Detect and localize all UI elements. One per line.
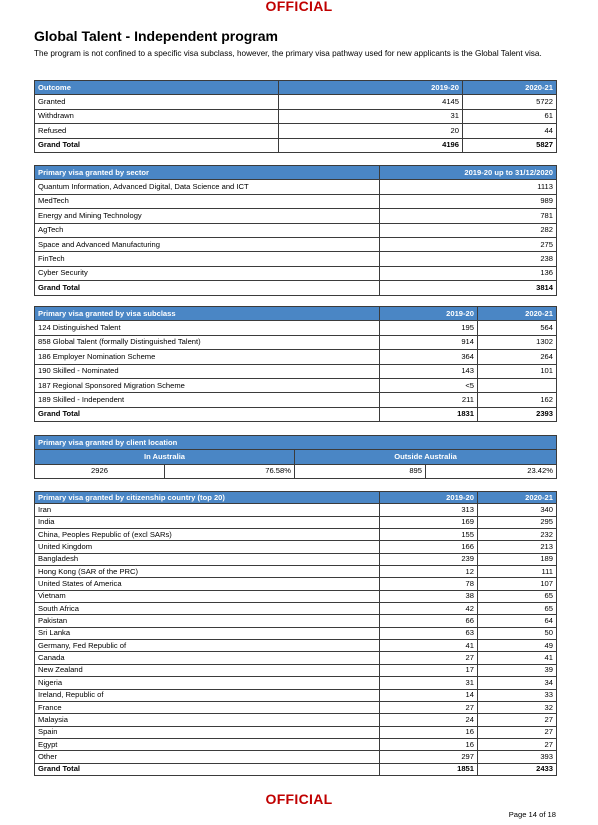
table-row — [35, 627, 557, 639]
row-label-cell: 190 Skilled - Nominated — [35, 364, 380, 378]
column-header: Outcome — [35, 81, 279, 95]
value-cell: 5722 — [463, 95, 557, 109]
value-cell: 12 — [380, 566, 478, 578]
value-cell: 213 — [478, 541, 557, 553]
row-label-cell: Iran — [35, 504, 380, 516]
table-row — [35, 763, 557, 775]
row-label-cell: New Zealand — [35, 664, 380, 676]
table-row — [35, 95, 557, 109]
row-label-cell: Cyber Security — [35, 266, 380, 280]
row-label-cell: Other — [35, 751, 380, 763]
value-cell: 27 — [478, 738, 557, 750]
value-cell: 295 — [478, 516, 557, 528]
row-label-cell: 858 Global Talent (formally Distinguished Talent) — [35, 335, 380, 349]
table-row — [35, 321, 557, 335]
value-cell: 1302 — [478, 335, 557, 349]
table-row — [35, 529, 557, 541]
table-row — [35, 640, 557, 652]
table-row — [35, 751, 557, 763]
row-label-cell: 186 Employer Nomination Scheme — [35, 350, 380, 364]
value-cell: 275 — [380, 237, 557, 251]
value-cell — [478, 378, 557, 392]
row-label-cell: Grand Total — [35, 138, 279, 152]
table-row — [35, 516, 557, 528]
location-header: Primary visa granted by client location — [35, 436, 557, 450]
table-row — [35, 138, 557, 152]
column-header: 2019-20 — [380, 307, 478, 321]
table-row — [35, 541, 557, 553]
value-cell: 17 — [380, 664, 478, 676]
value-cell: 143 — [380, 364, 478, 378]
table-row — [35, 364, 557, 378]
table-row — [35, 378, 557, 392]
table-row — [35, 603, 557, 615]
value-cell: 49 — [478, 640, 557, 652]
value-cell: 264 — [478, 350, 557, 364]
value-cell: 61 — [463, 109, 557, 123]
value-cell: 364 — [380, 350, 478, 364]
row-label-cell: Grand Total — [35, 407, 380, 421]
table-row — [35, 124, 557, 138]
value-cell: 31 — [279, 109, 463, 123]
outside-australia-percent: 23.42% — [426, 464, 557, 478]
table-row — [35, 350, 557, 364]
row-label-cell: Space and Advanced Manufacturing — [35, 237, 380, 251]
citizenship-header-row — [35, 492, 557, 504]
row-label-cell: Refused — [35, 124, 279, 138]
row-label-cell: MedTech — [35, 194, 380, 208]
table-row — [35, 701, 557, 713]
value-cell: 340 — [478, 504, 557, 516]
value-cell: 27 — [380, 701, 478, 713]
row-label-cell: Sri Lanka — [35, 627, 380, 639]
row-label-cell: Hong Kong (SAR of the PRC) — [35, 566, 380, 578]
row-label-cell: India — [35, 516, 380, 528]
value-cell: 5827 — [463, 138, 557, 152]
value-cell: 27 — [380, 652, 478, 664]
value-cell: 914 — [380, 335, 478, 349]
table-row — [35, 566, 557, 578]
row-label-cell: FinTech — [35, 252, 380, 266]
official-marking-bottom: OFFICIAL — [265, 791, 333, 807]
column-header: 2019-20 up to 31/12/2020 — [380, 166, 557, 180]
table-row — [35, 726, 557, 738]
table-row — [35, 237, 557, 251]
table-row — [35, 252, 557, 266]
row-label-cell: Ireland, Republic of — [35, 689, 380, 701]
value-cell: 42 — [380, 603, 478, 615]
value-cell: 4196 — [279, 138, 463, 152]
value-cell: 162 — [478, 393, 557, 407]
row-label-cell: Germany, Fed Republic of — [35, 640, 380, 652]
column-header: Primary visa granted by visa subclass — [35, 307, 380, 321]
outcome-table — [34, 80, 557, 153]
value-cell: 189 — [478, 553, 557, 565]
value-cell: 107 — [478, 578, 557, 590]
row-label-cell: 189 Skilled - Independent — [35, 393, 380, 407]
value-cell: 211 — [380, 393, 478, 407]
table-row — [35, 393, 557, 407]
value-cell: 41 — [380, 640, 478, 652]
value-cell: 32 — [478, 701, 557, 713]
value-cell: 16 — [380, 726, 478, 738]
column-header: 2019-20 — [279, 81, 463, 95]
value-cell: 239 — [380, 553, 478, 565]
table-row — [35, 109, 557, 123]
value-cell: 101 — [478, 364, 557, 378]
row-label-cell: China, Peoples Republic of (excl SARs) — [35, 529, 380, 541]
table-row — [35, 504, 557, 516]
row-label-cell: Nigeria — [35, 677, 380, 689]
value-cell: 27 — [478, 714, 557, 726]
location-values-row — [35, 464, 557, 478]
value-cell: 155 — [380, 529, 478, 541]
value-cell: 313 — [380, 504, 478, 516]
value-cell: 34 — [478, 677, 557, 689]
value-cell: 2433 — [478, 763, 557, 775]
table-row — [35, 578, 557, 590]
value-cell: 393 — [478, 751, 557, 763]
outcome-header-row — [35, 81, 557, 95]
value-cell: 27 — [478, 726, 557, 738]
table-row — [35, 209, 557, 223]
in-australia-percent: 76.58% — [165, 464, 295, 478]
intro-paragraph: The program is not confined to a specific visa subclass, however, the primary visa pathway used for new applicants is the Global Talent visa. — [34, 49, 542, 58]
column-header: 2019-20 — [380, 492, 478, 504]
value-cell: 232 — [478, 529, 557, 541]
sector-table — [34, 165, 557, 296]
value-cell: 989 — [380, 194, 557, 208]
row-label-cell: Egypt — [35, 738, 380, 750]
table-row — [35, 194, 557, 208]
table-row — [35, 407, 557, 421]
row-label-cell: Quantum Information, Advanced Digital, Data Science and ICT — [35, 180, 380, 194]
value-cell: 2393 — [478, 407, 557, 421]
value-cell: 64 — [478, 615, 557, 627]
in-australia-count: 2926 — [35, 464, 165, 478]
value-cell: 166 — [380, 541, 478, 553]
table-row — [35, 266, 557, 280]
row-label-cell: South Africa — [35, 603, 380, 615]
value-cell: 169 — [380, 516, 478, 528]
value-cell: 24 — [380, 714, 478, 726]
value-cell: 14 — [380, 689, 478, 701]
row-label-cell: Bangladesh — [35, 553, 380, 565]
value-cell: 39 — [478, 664, 557, 676]
location-table — [34, 435, 557, 479]
value-cell: 3814 — [380, 281, 557, 295]
row-label-cell: Energy and Mining Technology — [35, 209, 380, 223]
value-cell: 44 — [463, 124, 557, 138]
value-cell: 1113 — [380, 180, 557, 194]
table-row — [35, 180, 557, 194]
value-cell: <5 — [380, 378, 478, 392]
value-cell: 1831 — [380, 407, 478, 421]
value-cell: 66 — [380, 615, 478, 627]
outside-australia-header: Outside Australia — [295, 450, 557, 464]
value-cell: 50 — [478, 627, 557, 639]
table-row — [35, 553, 557, 565]
outside-australia-count: 895 — [295, 464, 426, 478]
official-marking-top: OFFICIAL — [265, 0, 333, 14]
value-cell: 564 — [478, 321, 557, 335]
value-cell: 195 — [380, 321, 478, 335]
column-header: 2020-21 — [478, 492, 557, 504]
column-header: 2020-21 — [478, 307, 557, 321]
table-row — [35, 615, 557, 627]
value-cell: 20 — [279, 124, 463, 138]
subclass-header-row — [35, 307, 557, 321]
row-label-cell: 124 Distinguished Talent — [35, 321, 380, 335]
value-cell: 65 — [478, 590, 557, 602]
row-label-cell: AgTech — [35, 223, 380, 237]
value-cell: 238 — [380, 252, 557, 266]
value-cell: 65 — [478, 603, 557, 615]
location-subheader-row — [35, 450, 557, 464]
value-cell: 38 — [380, 590, 478, 602]
value-cell: 136 — [380, 266, 557, 280]
table-row — [35, 664, 557, 676]
subclass-table — [34, 306, 557, 422]
table-row — [35, 652, 557, 664]
value-cell: 111 — [478, 566, 557, 578]
column-header: 2020-21 — [463, 81, 557, 95]
location-header-row — [35, 436, 557, 450]
page-number: Page 14 of 18 — [508, 810, 556, 819]
value-cell: 41 — [478, 652, 557, 664]
table-row — [35, 281, 557, 295]
row-label-cell: Malaysia — [35, 714, 380, 726]
table-row — [35, 677, 557, 689]
table-row — [35, 223, 557, 237]
row-label-cell: Vietnam — [35, 590, 380, 602]
column-header: Primary visa granted by sector — [35, 166, 380, 180]
row-label-cell: Withdrawn — [35, 109, 279, 123]
value-cell: 78 — [380, 578, 478, 590]
value-cell: 1851 — [380, 763, 478, 775]
value-cell: 31 — [380, 677, 478, 689]
value-cell: 4145 — [279, 95, 463, 109]
value-cell: 781 — [380, 209, 557, 223]
value-cell: 63 — [380, 627, 478, 639]
sector-header-row — [35, 166, 557, 180]
row-label-cell: 187 Regional Sponsored Migration Scheme — [35, 378, 380, 392]
table-row — [35, 689, 557, 701]
row-label-cell: Grand Total — [35, 281, 380, 295]
value-cell: 282 — [380, 223, 557, 237]
row-label-cell: Canada — [35, 652, 380, 664]
value-cell: 33 — [478, 689, 557, 701]
row-label-cell: France — [35, 701, 380, 713]
column-header: Primary visa granted by citizenship country (top 20) — [35, 492, 380, 504]
in-australia-header: In Australia — [35, 450, 295, 464]
table-row — [35, 738, 557, 750]
value-cell: 297 — [380, 751, 478, 763]
table-row — [35, 714, 557, 726]
row-label-cell: Granted — [35, 95, 279, 109]
citizenship-table — [34, 491, 557, 776]
row-label-cell: Pakistan — [35, 615, 380, 627]
row-label-cell: Spain — [35, 726, 380, 738]
row-label-cell: United States of America — [35, 578, 380, 590]
row-label-cell: Grand Total — [35, 763, 380, 775]
table-row — [35, 335, 557, 349]
row-label-cell: United Kingdom — [35, 541, 380, 553]
page-title: Global Talent - Independent program — [34, 28, 278, 44]
table-row — [35, 590, 557, 602]
value-cell: 16 — [380, 738, 478, 750]
